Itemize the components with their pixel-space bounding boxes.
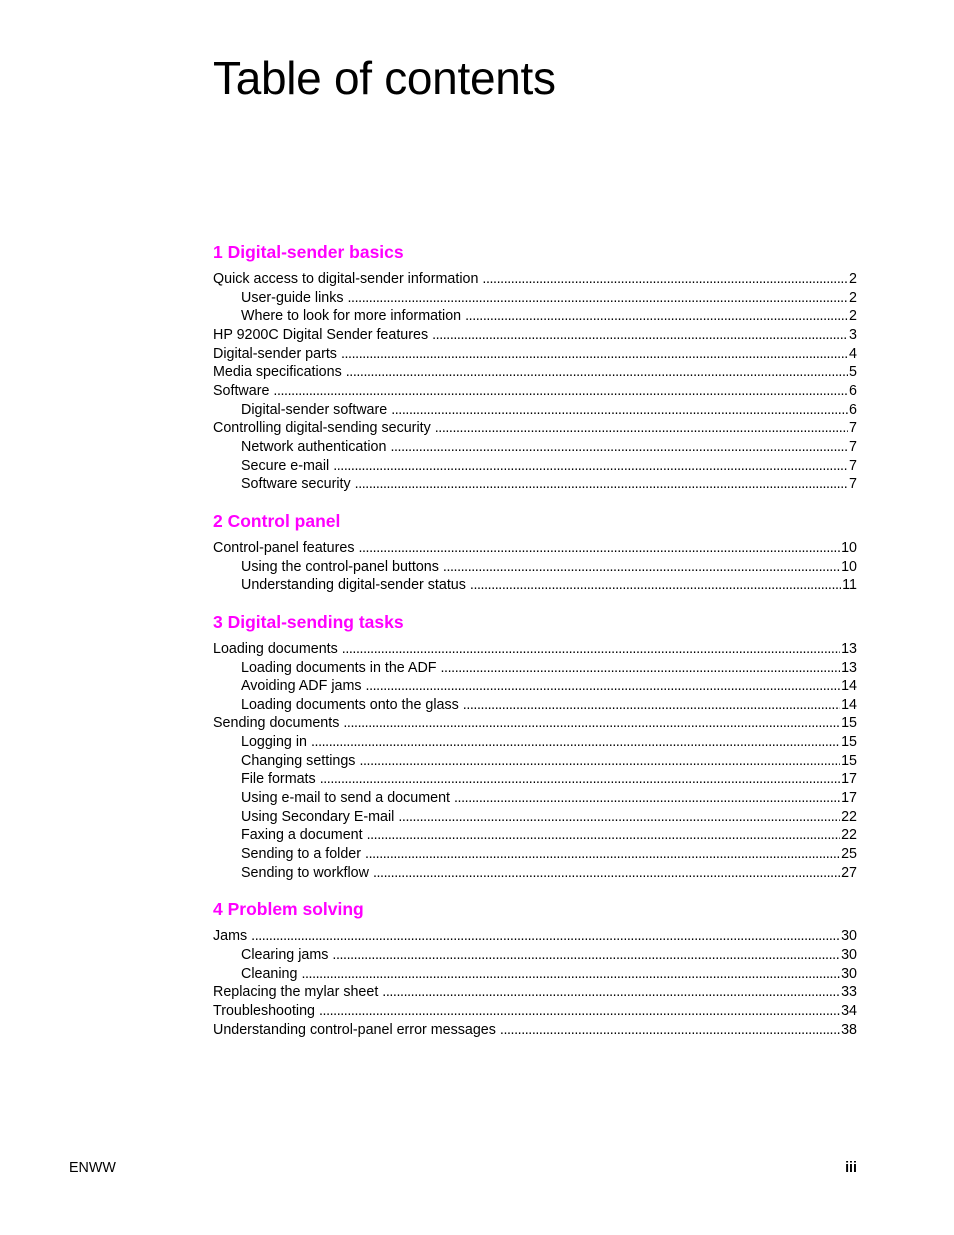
toc-entry-label: Secure e-mail [241, 457, 330, 474]
toc-entry-page-number: 5 [849, 364, 857, 381]
dot-leader [342, 640, 840, 659]
toc-entry-label: Digital-sender software [241, 401, 388, 418]
toc-entry-page-number: 10 [841, 558, 857, 575]
toc-entry-label: Sending to a folder [241, 846, 362, 863]
toc-entry-page-number: 4 [849, 345, 857, 362]
toc-entry-label: Logging in [241, 734, 307, 751]
dot-leader [390, 438, 848, 457]
toc-entry-page-number: 15 [841, 752, 857, 769]
dot-leader [348, 289, 849, 308]
dot-leader [273, 382, 848, 401]
toc-entry-page-number: 34 [841, 1003, 857, 1019]
chapter-heading[interactable]: 3 Digital-sending tasks [213, 611, 404, 632]
toc-entry-page-number: 6 [849, 401, 857, 418]
toc-entry[interactable] [213, 927, 857, 946]
dot-leader [382, 983, 840, 1002]
toc-entry-label: User-guide links [241, 289, 344, 306]
toc-entry[interactable] [213, 475, 857, 494]
toc-entry-label: Understanding digital-sender status [241, 577, 466, 594]
toc-entry[interactable] [213, 576, 857, 595]
toc-entry[interactable] [213, 714, 857, 733]
toc-entry[interactable] [213, 752, 857, 771]
dot-leader [346, 363, 848, 382]
toc-entry-label: Where to look for more information [241, 308, 462, 325]
toc-entry[interactable] [213, 363, 857, 382]
toc-entry-page-number: 27 [841, 864, 857, 881]
toc-entry-page-number: 2 [849, 271, 857, 287]
chapter-section [213, 240, 857, 494]
toc-entry[interactable] [213, 826, 857, 845]
toc-entry-label: Quick access to digital-sender information [213, 271, 479, 287]
toc-entry[interactable] [213, 770, 857, 789]
chapter-heading[interactable]: 2 Control panel [213, 510, 341, 531]
dot-leader [343, 714, 840, 733]
toc-entry[interactable] [213, 289, 857, 308]
dot-leader [365, 845, 840, 864]
toc-entry-page-number: 2 [849, 289, 857, 306]
dot-leader [391, 401, 848, 420]
toc-entry[interactable] [213, 965, 857, 984]
toc-entry[interactable] [213, 419, 857, 438]
toc-entry-page-number: 7 [849, 476, 857, 493]
toc-entry[interactable] [213, 1021, 857, 1040]
toc-entry[interactable] [213, 808, 857, 827]
toc-entry[interactable] [213, 733, 857, 752]
dot-leader [333, 457, 848, 476]
toc-entry[interactable] [213, 438, 857, 457]
toc-entry-label: Software security [241, 476, 351, 493]
toc-entry-page-number: 7 [849, 438, 857, 455]
dot-leader [435, 419, 848, 438]
toc-entry[interactable] [213, 539, 857, 558]
toc-entry[interactable] [213, 270, 857, 289]
chapter-heading[interactable]: 1 Digital-sender basics [213, 242, 404, 262]
toc-entry[interactable] [213, 789, 857, 808]
toc-entry[interactable] [213, 696, 857, 715]
toc-entry-label: Understanding control-panel error messages [213, 1021, 496, 1038]
toc-entry-label: Replacing the mylar sheet [213, 984, 379, 1001]
dot-leader [441, 659, 841, 678]
toc-entry-page-number: 11 [842, 577, 857, 594]
dot-leader [482, 270, 848, 289]
dot-leader [319, 1002, 840, 1021]
toc-entry[interactable] [213, 1002, 857, 1021]
toc-entry-page-number: 7 [849, 457, 857, 474]
toc-entry-page-number: 30 [841, 965, 857, 982]
chapter-section [213, 509, 857, 595]
dot-leader [320, 770, 840, 789]
toc-entry[interactable] [213, 307, 857, 326]
toc-entry-label: Using the control-panel buttons [241, 558, 439, 575]
toc-entry[interactable] [213, 864, 857, 883]
toc-entry[interactable] [213, 326, 857, 345]
toc-entry[interactable] [213, 659, 857, 678]
toc-entry-label: Loading documents [213, 640, 338, 657]
dot-leader [432, 326, 848, 345]
toc-entry-page-number: 15 [841, 715, 857, 732]
toc-entry[interactable] [213, 558, 857, 577]
toc-entry-page-number: 3 [849, 326, 857, 343]
toc-entry-label: Cleaning [241, 965, 298, 982]
dot-leader [301, 965, 840, 984]
toc-entry[interactable] [213, 845, 857, 864]
toc-entry[interactable] [213, 382, 857, 401]
dot-leader [470, 576, 841, 595]
chapter-heading[interactable]: 4 Problem solving [213, 899, 364, 920]
dot-leader [443, 558, 840, 577]
dot-leader [251, 927, 840, 946]
toc-entry-label: Loading documents onto the glass [241, 696, 459, 713]
toc-entry-label: Network authentication [241, 438, 387, 455]
toc-entry-label: Avoiding ADF jams [241, 678, 362, 695]
toc-entry-label: Using e-mail to send a document [241, 790, 451, 807]
dot-leader [500, 1021, 840, 1040]
toc-entry-label: Changing settings [241, 752, 356, 769]
toc-entry-page-number: 13 [841, 659, 857, 676]
footer-left: ENWW [69, 1160, 116, 1176]
toc-entry-label: Controlling digital-sending security [213, 420, 431, 437]
toc-entry-label: Jams [213, 928, 248, 945]
toc-entry-page-number: 38 [841, 1021, 857, 1038]
toc-entry[interactable] [213, 457, 857, 476]
toc-entry-page-number: 22 [841, 827, 857, 844]
toc-entry-page-number: 25 [841, 846, 857, 863]
toc-entry-page-number: 33 [841, 984, 857, 1001]
dot-leader [366, 677, 841, 696]
toc-entry[interactable] [213, 640, 857, 659]
toc-entry-label: Sending documents [213, 715, 340, 732]
dot-leader [359, 752, 840, 771]
toc-entry-page-number: 22 [841, 808, 857, 825]
toc-entry[interactable] [213, 983, 857, 1002]
chapter-section [213, 897, 857, 1039]
toc-entry-page-number: 30 [841, 947, 857, 964]
toc-entry-label: Clearing jams [241, 947, 329, 964]
dot-leader [398, 808, 840, 827]
toc-entry[interactable] [213, 345, 857, 364]
dot-leader [332, 946, 840, 965]
toc-entry[interactable] [213, 677, 857, 696]
dot-leader [341, 345, 848, 364]
dot-leader [311, 733, 840, 752]
toc-entry-label: Sending to workflow [241, 864, 369, 881]
toc-entry-page-number: 13 [841, 640, 857, 657]
toc-entry-label: Loading documents in the ADF [241, 659, 437, 676]
toc-entry-page-number: 17 [841, 790, 857, 807]
toc-entry-label: Troubleshooting [213, 1003, 315, 1019]
toc-entry-page-number: 6 [849, 382, 857, 399]
dot-leader [373, 864, 840, 883]
table-of-contents [213, 240, 857, 1054]
dot-leader [355, 475, 848, 494]
toc-entry-label: Faxing a document [241, 827, 363, 844]
toc-entry-page-number: 14 [841, 696, 857, 713]
toc-entry-page-number: 14 [841, 678, 857, 695]
toc-entry-label: Media specifications [213, 364, 342, 381]
dot-leader [367, 826, 841, 845]
chapter-section [213, 610, 857, 883]
toc-entry-page-number: 7 [849, 420, 857, 437]
toc-entry-label: Using Secondary E-mail [241, 808, 395, 825]
toc-entry[interactable] [213, 946, 857, 965]
toc-entry-page-number: 17 [841, 771, 857, 788]
dot-leader [465, 307, 848, 326]
dot-leader [454, 789, 840, 808]
toc-entry-label: Software [213, 382, 270, 399]
toc-entry-label: File formats [241, 771, 316, 788]
toc-entry-label: Digital-sender parts [213, 345, 337, 362]
toc-entry-page-number: 15 [841, 734, 857, 751]
footer-page-number: iii [845, 1160, 857, 1176]
toc-entry[interactable] [213, 401, 857, 420]
toc-entry-page-number: 30 [841, 928, 857, 945]
toc-entry-label: HP 9200C Digital Sender features [213, 326, 429, 343]
toc-entry-page-number: 10 [841, 539, 857, 556]
page-title: Table of contents [213, 52, 556, 104]
dot-leader [358, 539, 840, 558]
toc-entry-page-number: 2 [849, 308, 857, 325]
toc-entry-label: Control-panel features [213, 539, 355, 556]
dot-leader [463, 696, 840, 715]
